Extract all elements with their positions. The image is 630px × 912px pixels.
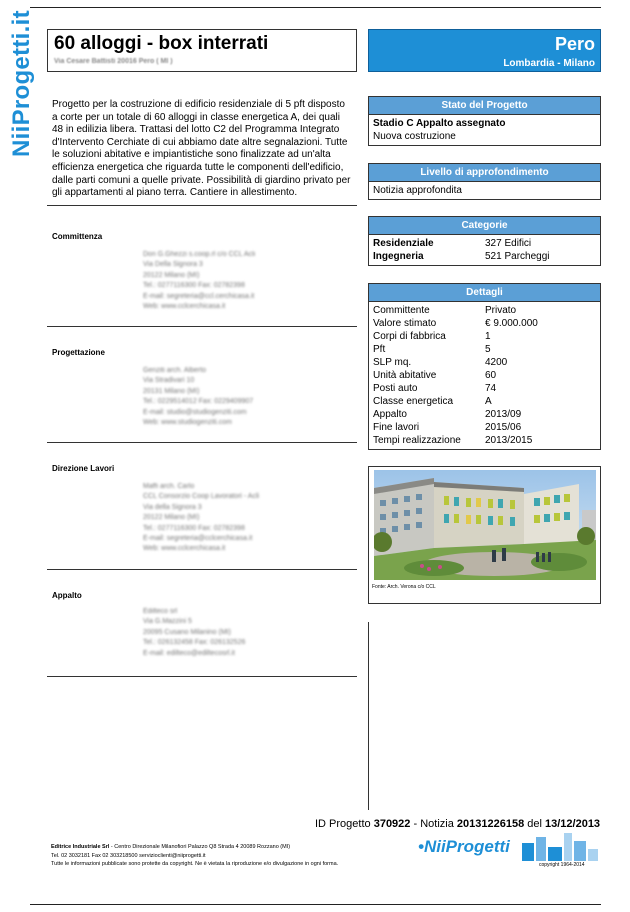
contact-line: Via Stradivari 10 — [143, 377, 195, 385]
category-name: Ingegneria — [373, 251, 424, 262]
contact-line: Via Della Signora 3 — [143, 261, 203, 269]
footer-address: - Centro Direzionale Milanofiori Palazzo Q8 Strada 4 20089 Rozzano (MI) — [109, 844, 291, 850]
detail-value: 2015/06 — [485, 422, 522, 433]
detail-value: € 9.000.000 — [485, 318, 538, 329]
project-address: Via Cesare Battisti 20016 Pero ( MI ) — [54, 58, 173, 65]
divider — [47, 676, 357, 677]
detail-key: Fine lavori — [373, 422, 420, 433]
project-photo-box — [368, 466, 601, 604]
detail-key: SLP mq. — [373, 357, 412, 368]
project-id-line — [315, 818, 600, 830]
contact-line: E-mail: edilteco@ediltecosrl.it — [143, 649, 235, 657]
location-box — [368, 29, 601, 72]
detail-value: 5 — [485, 344, 491, 355]
contact-line: Genziti arch. Alberto — [143, 367, 207, 374]
title-box — [47, 29, 357, 72]
contact-line: Maffi arch. Carlo — [143, 483, 195, 490]
level-heading: Livello di approfondimento — [369, 164, 600, 182]
contact-line: Tel.: 0229514012 Fax: 0229409907 — [143, 398, 254, 406]
detail-value: 2013/2015 — [485, 435, 533, 446]
category-name: Residenziale — [373, 238, 434, 249]
bottom-rule — [30, 904, 601, 905]
detail-value: Privato — [485, 305, 517, 316]
contact-line: Via della Signora 3 — [143, 503, 202, 511]
detail-key: Unità abitative — [373, 370, 437, 381]
detail-row — [373, 434, 596, 447]
detail-key: Corpi di fabbrica — [373, 331, 446, 342]
contact-line: E-mail: segreteria@ccl.cerchicasa.it — [143, 292, 255, 300]
contact-line: E-mail: studio@studiogenziti.com — [143, 408, 247, 416]
detail-row — [373, 356, 596, 369]
contact-direzione-lavori — [143, 482, 259, 555]
contact-line: E-mail: segreteria@cclcerchicasa.it — [143, 535, 253, 543]
role-label-appalto: Appalto — [52, 591, 82, 600]
detail-row — [373, 304, 596, 317]
role-label-direzione-lavori: Direzione Lavori — [52, 464, 115, 473]
detail-row — [373, 369, 596, 382]
role-label-committenza: Committenza — [52, 232, 103, 241]
top-rule — [30, 7, 601, 8]
detail-key: Valore stimato — [373, 318, 437, 329]
category-row — [373, 250, 596, 263]
footer-contacts: Tel. 02 3032181 Fax 02 303218500 servizioclienti@niiprogetti.it — [51, 852, 206, 859]
detail-row — [373, 343, 596, 356]
contact-line: Don G.Ghezzi s.coop.rl c/o CCL Acli — [143, 251, 256, 258]
contact-line: 20131 Milano (MI) — [143, 387, 200, 395]
divider — [47, 205, 357, 206]
level-value: Notizia approfondita — [373, 185, 462, 196]
detail-key: Tempi realizzazione — [373, 435, 461, 446]
footer-notice: Tutte le informazioni pubblicate sono protette da copyright. Ne è vietata la riproduzione e/o divulgazione in ogni forma. — [51, 861, 339, 867]
detail-key: Appalto — [373, 409, 407, 420]
role-label-progettazione: Progettazione — [52, 348, 105, 357]
detail-key: Committente — [373, 305, 430, 316]
detail-row — [373, 330, 596, 343]
details-heading: Dettagli — [369, 284, 600, 302]
contact-line: Tel.: 0277116300 Fax: 02782398 — [143, 282, 245, 290]
detail-row — [373, 421, 596, 434]
contact-line: CCL Consorzio Coop Lavoratori - Acli — [143, 493, 260, 501]
category-value: 327 Edifici — [485, 238, 532, 249]
id-prefix: ID Progetto — [315, 818, 371, 830]
category-row — [373, 237, 596, 250]
status-type: Nuova costruzione — [373, 131, 456, 142]
status-panel — [368, 96, 601, 146]
contact-line: Web: www.cclcerchicasa.it — [143, 303, 226, 311]
contact-line: Tel.: 026132458 Fax: 026132526 — [143, 639, 246, 647]
detail-value: 4200 — [485, 357, 508, 368]
detail-value: 1 — [485, 331, 491, 342]
footer-company: Editrice Industriale Srl — [51, 844, 110, 850]
contact-line: 20095 Cusano Milanino (MI) — [143, 628, 231, 636]
logo-buildings-icon — [522, 833, 598, 861]
contact-line: 20122 Milano (MI) — [143, 271, 200, 279]
detail-value: A — [485, 396, 492, 407]
date-label: del — [527, 818, 542, 830]
detail-row — [373, 408, 596, 421]
contact-appalto — [143, 607, 245, 659]
niiprogetti-logo — [418, 833, 598, 863]
detail-value: 60 — [485, 370, 497, 381]
news-id: 20131226158 — [456, 818, 525, 830]
city-name: Pero — [554, 34, 595, 54]
brand-logo-vertical: NiiProgetti.it — [8, 10, 35, 157]
contact-line: Tel.: 0277116300 Fax: 02782398 — [143, 524, 245, 532]
divider — [47, 326, 357, 327]
region-name: Lombardia - Milano — [503, 58, 595, 69]
level-panel — [368, 163, 601, 200]
categories-heading: Categorie — [369, 217, 600, 235]
contact-line: Web: www.cclcerchicasa.it — [143, 545, 226, 553]
copyright: copyright 1964-2014 — [539, 862, 585, 868]
contact-line: Via G.Mazzini 5 — [143, 618, 192, 626]
detail-row — [373, 317, 596, 330]
building-rendering-image — [374, 470, 596, 580]
details-panel — [368, 283, 601, 450]
status-stage: Stadio C Appalto assegnato — [373, 118, 506, 129]
detail-row — [373, 382, 596, 395]
vertical-divider — [368, 622, 369, 810]
detail-key: Classe energetica — [373, 396, 454, 407]
project-id: 370922 — [373, 818, 411, 830]
divider — [47, 569, 357, 570]
detail-key: Posti auto — [373, 383, 418, 394]
status-heading: Stato del Progetto — [369, 97, 600, 115]
divider — [47, 442, 357, 443]
contact-line: 20122 Milano (MI) — [143, 514, 200, 522]
contact-progettazione — [143, 366, 253, 428]
logo-text: •NiiProgetti — [418, 837, 510, 856]
footer-info — [51, 843, 338, 869]
page-title: 60 alloggi - box interrati — [54, 33, 269, 54]
contact-line: Web: www.studiogenziti.com — [143, 419, 232, 427]
project-description: Progetto per la costruzione di edificio residenziale di 5 pft disposto a corte per un totale di 60 alloggi in classe energetica A, dei quali 48 in edilizia libera. Trattasi del lotto C2 del Programma Integrato d'Intervento Cerchiate di cui abbiamo date altre segnalazioni. Tutte le soluzioni abitative e impiantistiche sono finalizzate ad un'alta efficienza energetica che riguarda tutte le componenti dell'edificio, dalle parti comuni a quelle private. Possibilità di giardino privato per gli appartamenti al piano terra. Cantiere in allestimento. — [52, 99, 351, 199]
news-date: 13/12/2013 — [545, 818, 601, 830]
contact-committenza — [143, 250, 255, 312]
news-label: - Notizia — [413, 818, 454, 830]
categories-panel — [368, 216, 601, 266]
detail-row — [373, 395, 596, 408]
detail-key: Pft — [373, 344, 386, 355]
detail-value: 74 — [485, 383, 497, 394]
category-value: 521 Parcheggi — [485, 251, 550, 262]
detail-value: 2013/09 — [485, 409, 522, 420]
contact-line: Edilteco srl — [143, 608, 178, 615]
photo-credit: Fonte: Arch. Verona c/o CCL — [372, 584, 436, 590]
